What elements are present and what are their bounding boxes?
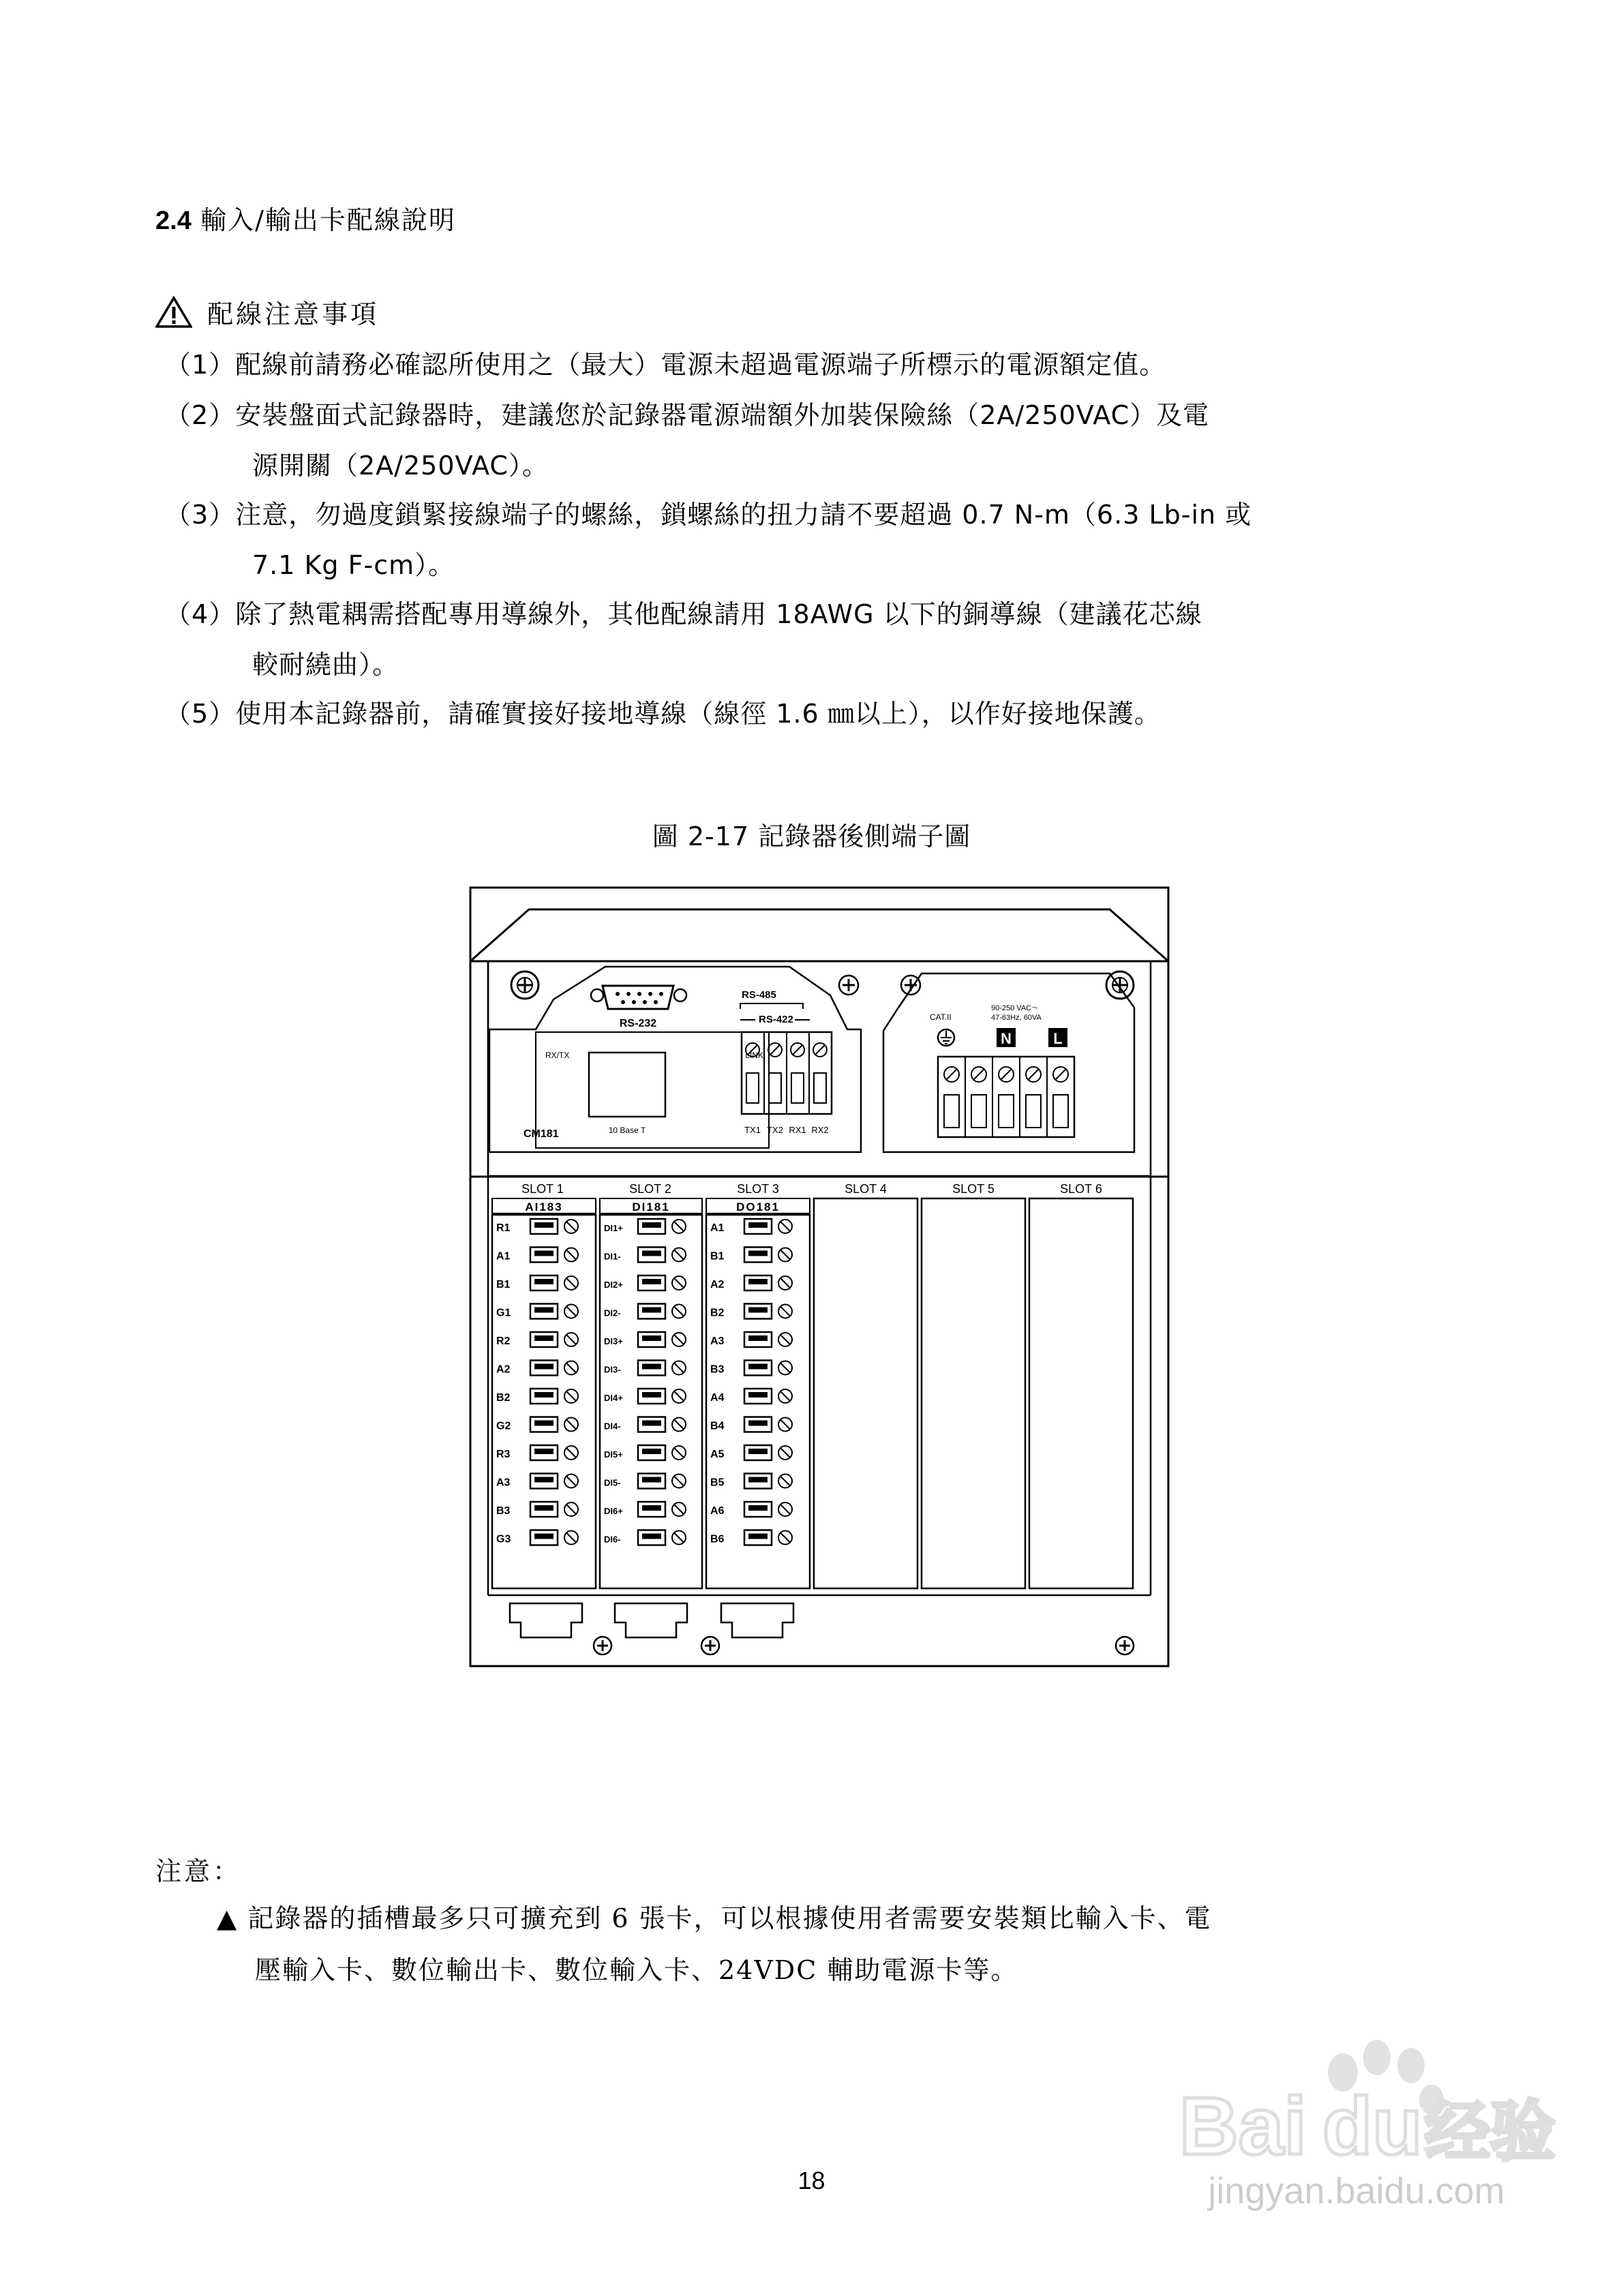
link-label: LINK: [745, 1051, 763, 1060]
figure-caption: 圖 2-17 記錄器後側端子圖: [652, 821, 971, 851]
terminal-clamp-icon: [748, 1364, 768, 1370]
terminal-clamp-icon: [534, 1392, 553, 1398]
terminal-clamp-icon: [642, 1335, 661, 1341]
pin-label: B1: [496, 1279, 511, 1290]
watermark-brand-2: du: [1322, 2081, 1423, 2172]
terminal-clamp-icon: [642, 1392, 661, 1398]
pin-label: DI3-: [604, 1364, 621, 1375]
item-text: 配線前請務必確認所使用之（最大）電源未超過電源端子所標示的電源額定值。: [235, 350, 1166, 380]
pin-label: G2: [496, 1420, 511, 1432]
pin-label: A2: [710, 1279, 725, 1290]
terminal-clamp-icon: [642, 1534, 661, 1539]
terminal-clamp-icon: [748, 1477, 768, 1483]
item-text-continued: 較耐繞曲）。: [252, 650, 399, 680]
watermark-brand: Bai: [1179, 2081, 1307, 2172]
pin-label: B4: [710, 1420, 725, 1432]
pin-label: R3: [496, 1449, 511, 1460]
pin-label: DI2-: [604, 1308, 621, 1318]
pin-label: B2: [710, 1307, 725, 1319]
cm181-label: CM181: [524, 1128, 559, 1140]
pin-label: DI4+: [604, 1393, 623, 1403]
frequency-label: 47-63Hz, 60VA: [991, 1014, 1042, 1022]
pin-label: A6: [710, 1505, 725, 1517]
warning-item-4: [165, 589, 1453, 690]
terminal-clamp-icon: [534, 1477, 553, 1483]
pin-label: B3: [496, 1505, 511, 1517]
item-text-continued: 源開關（2A/250VAC）。: [252, 451, 549, 481]
pin-label: DI1+: [604, 1223, 623, 1233]
pin-label: B3: [710, 1363, 725, 1376]
pin-label: A5: [710, 1449, 725, 1460]
pin-label: B5: [710, 1477, 725, 1489]
terminal-clamp-icon: [642, 1421, 661, 1426]
pin-label: DI6-: [604, 1534, 621, 1545]
note-text: 記錄器的插槽最多只可擴充到 6 張卡，可以根據使用者需要安裝類比輸入卡、電: [247, 1903, 1212, 1933]
watermark-url: jingyan.baidu.com: [1208, 2171, 1505, 2211]
note-title: 注意：: [155, 1856, 242, 1886]
pin-label: B1: [710, 1250, 725, 1263]
pin-label: DI5+: [604, 1449, 623, 1460]
warning-item-1: [165, 339, 1453, 390]
ethernet-label: 10 Base T: [608, 1126, 646, 1135]
item-text: 使用本記錄器前，請確實接好接地導線（線徑 1.6 ㎜以上），以作好接地保護。: [235, 699, 1161, 729]
terminal-clamp-icon: [642, 1308, 661, 1313]
slot-5-label: SLOT 5: [952, 1182, 995, 1196]
slot-2-label: SLOT 2: [629, 1182, 671, 1196]
item-text: 安裝盤面式記錄器時，建議您於記錄器電源端額外加裝保險絲（2A/250VAC）及電: [235, 400, 1210, 430]
terminal-clamp-icon: [534, 1222, 553, 1228]
terminal-clamp-icon: [534, 1335, 553, 1341]
terminal-clamp-icon: [748, 1534, 768, 1539]
terminal-clamp-icon: [748, 1279, 768, 1284]
rs232-label: RS-232: [619, 1018, 657, 1029]
pin-label: A4: [710, 1392, 725, 1404]
terminal-clamp-icon: [748, 1251, 768, 1256]
pin-label: R2: [496, 1335, 511, 1347]
pin-label: B6: [710, 1533, 725, 1545]
tx1-label: TX1: [744, 1125, 761, 1135]
page-number: 18: [798, 2166, 825, 2194]
note-text-continued: 壓輸入卡、數位輸出卡、數位輸入卡、24VDC 輔助電源卡等。: [255, 1955, 1018, 1985]
item-text: 注意，勿過度鎖緊接線端子的螺絲，鎖螺絲的扭力請不要超過 0.7 N-m（6.3 Lb-in 或: [235, 500, 1252, 530]
recorder-rear-terminal-diagram: [469, 886, 1171, 1670]
ai183-card-label: AI183: [525, 1200, 563, 1213]
vac-label: 90-250 VAC～: [991, 1004, 1040, 1012]
warning-triangle-icon: [155, 296, 192, 329]
terminal-clamp-icon: [642, 1279, 661, 1284]
pin-label: DI6+: [604, 1506, 623, 1516]
terminal-clamp-icon: [642, 1251, 661, 1256]
item-number: （3）: [165, 500, 236, 530]
terminal-clamp-icon: [534, 1534, 553, 1539]
bullet-triangle-icon: ▲: [217, 1903, 239, 1933]
rs422-label: RS-422: [759, 1014, 793, 1025]
terminal-clamp-icon: [748, 1392, 768, 1398]
rs485-label: RS-485: [742, 989, 776, 1001]
terminal-clamp-icon: [534, 1421, 553, 1426]
pin-label: G1: [496, 1307, 511, 1319]
line-label: L: [1053, 1030, 1063, 1047]
pin-label: A1: [496, 1250, 511, 1263]
warning-item-5: [165, 689, 1453, 739]
section-title-text: 輸入/輸出卡配線說明: [200, 205, 456, 235]
item-number: （1）: [165, 350, 236, 380]
item-text-continued: 7.1 Kg F-cm）。: [252, 550, 455, 580]
watermark-cn: 经验: [1425, 2096, 1556, 2169]
pin-label: R1: [496, 1222, 511, 1234]
rx2-label: RX2: [811, 1125, 829, 1135]
item-text: 除了熱電耦需搭配專用導線外，其他配線請用 18AWG 以下的銅導線（建議花芯線: [235, 599, 1202, 629]
terminal-clamp-icon: [534, 1505, 553, 1511]
pin-label: A3: [710, 1335, 725, 1347]
terminal-clamp-icon: [534, 1308, 553, 1313]
terminal-clamp-icon: [642, 1505, 661, 1511]
item-number: （4）: [165, 599, 236, 629]
section-number: 2.4: [155, 207, 192, 235]
terminal-clamp-icon: [642, 1364, 661, 1370]
terminal-clamp-icon: [748, 1308, 768, 1313]
pin-label: DI4-: [604, 1421, 621, 1432]
item-number: （2）: [165, 400, 236, 430]
terminal-clamp-icon: [534, 1449, 553, 1454]
pin-label: A3: [496, 1477, 511, 1489]
terminal-clamp-icon: [642, 1222, 661, 1228]
di181-card-label: DI181: [632, 1200, 670, 1213]
rxtx-label: RX/TX: [545, 1051, 570, 1060]
pin-label: A1: [710, 1222, 725, 1234]
terminal-clamp-icon: [748, 1449, 768, 1454]
pin-label: A2: [496, 1363, 511, 1376]
slot-1-label: SLOT 1: [521, 1182, 564, 1196]
tx2-label: TX2: [767, 1125, 783, 1135]
terminal-clamp-icon: [642, 1449, 661, 1454]
do181-card-label: DO181: [736, 1200, 780, 1213]
warning-title: 配線注意事項: [207, 299, 380, 329]
terminal-clamp-icon: [748, 1421, 768, 1426]
pin-label: DI2+: [604, 1280, 623, 1290]
pin-label: DI5-: [604, 1477, 621, 1488]
slot-4-label: SLOT 4: [845, 1182, 887, 1196]
pin-label: G3: [496, 1533, 511, 1545]
pin-label: DI3+: [604, 1336, 623, 1346]
terminal-clamp-icon: [534, 1279, 553, 1284]
terminal-clamp-icon: [534, 1251, 553, 1256]
cat-label: CAT.II: [930, 1012, 952, 1022]
terminal-clamp-icon: [748, 1505, 768, 1511]
terminal-clamp-icon: [534, 1364, 553, 1370]
pin-label: B2: [496, 1392, 511, 1404]
terminal-clamp-icon: [642, 1477, 661, 1483]
terminal-clamp-icon: [748, 1222, 768, 1228]
warning-item-3: [165, 489, 1453, 590]
slot-6-label: SLOT 6: [1060, 1182, 1102, 1196]
neutral-label: N: [1001, 1030, 1012, 1047]
item-number: （5）: [165, 699, 236, 729]
slot-3-label: SLOT 3: [737, 1182, 779, 1196]
terminal-clamp-icon: [748, 1335, 768, 1341]
rx1-label: RX1: [789, 1125, 806, 1135]
note-body: [217, 1892, 1444, 1996]
warning-heading: [155, 293, 379, 331]
pin-label: DI1-: [604, 1251, 621, 1262]
baidu-watermark: [1152, 2025, 1561, 2216]
warning-item-2: [165, 390, 1453, 491]
section-title: [155, 199, 456, 237]
